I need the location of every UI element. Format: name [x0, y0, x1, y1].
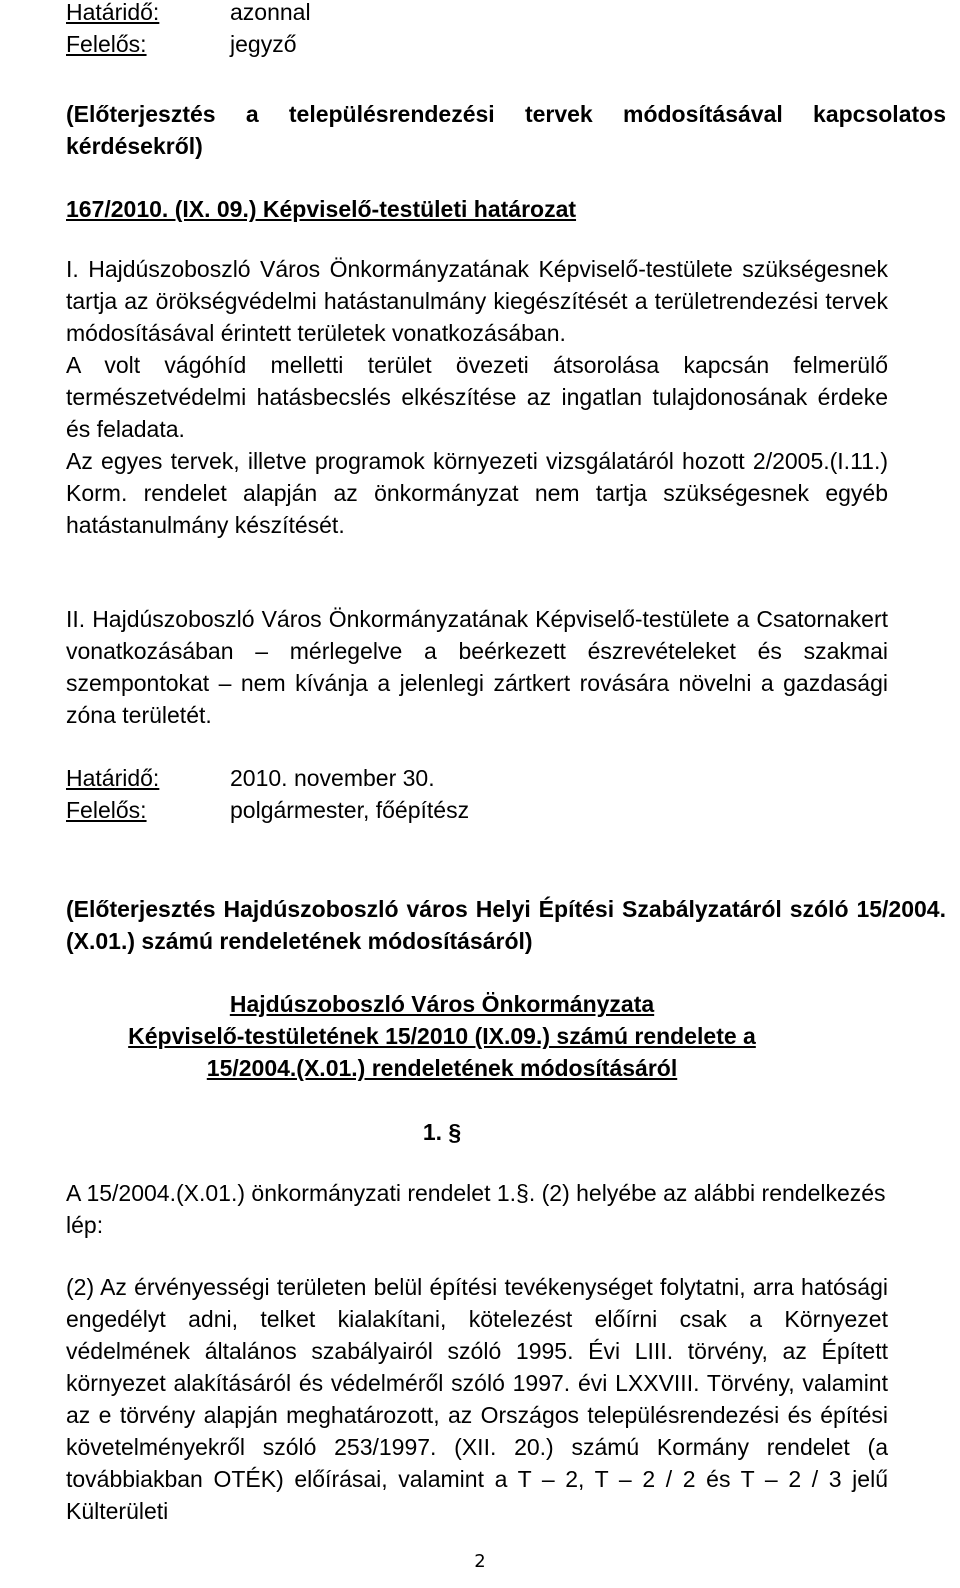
resolution-para-2: A volt vágóhíd melletti terület övezeti átsorolása kapcsán felmerülő természetvédelmi hatásbecslés elkészítése az ingatlan tulajdonosának érdeke és feladata.: [66, 352, 888, 442]
deadline-label: Határidő:: [66, 0, 160, 25]
item1-responsible-label: Felelős:: [66, 797, 147, 823]
section-intro: A 15/2004.(X.01.) önkormányzati rendelet 1.§. (2) helyébe az alábbi rendelkezés lép:: [66, 1180, 886, 1238]
page-number: 2: [474, 1551, 486, 1572]
item2-heading: (Előterjesztés Hajdúszoboszló város Helyi Építési Szabályzatáról szóló 15/2004.(X.01.) számú rendeletének módosításáról): [66, 896, 946, 954]
ordinance-title-line-2: Képviselő-testületének 15/2010 (IX.09.) számú rendelete a: [128, 1023, 756, 1049]
resolution-title: 167/2010. (IX. 09.) Képviselő-testületi határozat: [66, 196, 577, 222]
resolution-para-4: II. Hajdúszoboszló Város Önkormányzatának Képviselő-testülete a Csatornakert vonatkozásában – mérlegelve a beérkezett észrevételeket és szakmai szempontokat – nem kívánja a jelenlegi zártkert rovására növelni a gazdasági zóna területét.: [66, 606, 888, 728]
top-meta-block: [66, 0, 311, 60]
item1-deadline-value: 2010. november 30.: [230, 765, 435, 791]
resolution-para-3: Az egyes tervek, illetve programok környezeti vizsgálatáról hozott 2/2005.(I.11.) Korm. rendelet alapján az önkormányzat nem tartja szükségesnek egyéb hatástanulmány készítését.: [66, 448, 888, 538]
section-number: 1. §: [422, 1119, 462, 1145]
section-para: (2) Az érvényességi területen belül építési tevékenységet folytatni, arra hatósági engedélyt adni, telket kialakítani, kötelezést előírni csak a Környezet védelmének általános szabályairól szóló 1995. Évi LIII. törvény, az Épített környezet alakításáról és védelméről szóló 1997. évi LXXVIII. Törvény, valamint az e törvény alapján meghatározott, az Országos településrendezési és építési követelményekről szóló 253/1997. (XII. 20.) számú Kormány rendelet (a továbbiakban OTÉK) előírásai, valamint a T – 2, T – 2 / 2 és T – 2 / 3 jelű Külterületi: [66, 1274, 888, 1524]
item1-deadline-label: Határidő:: [66, 765, 160, 791]
resolution-para-1: I. Hajdúszoboszló Város Önkormányzatának Képviselő-testülete szükségesnek tartja az örökségvédelmi hatástanulmány kiegészítését a területrendezési tervek módosításával érintett területek vonatkozásában.: [66, 256, 888, 346]
item1-heading: (Előterjesztés a településrendezési tervek módosításával kapcsolatos kérdésekről): [66, 101, 946, 159]
deadline-value: azonnal: [230, 0, 311, 25]
ordinance-title-line-1: Hajdúszoboszló Város Önkormányzata: [229, 991, 655, 1017]
resolution-body: [66, 253, 888, 541]
ordinance-title: [66, 988, 818, 1084]
item1-meta-block: [66, 762, 469, 826]
ordinance-title-line-3: 15/2004.(X.01.) rendeletének módosításáról: [206, 1055, 678, 1081]
responsible-label: Felelős:: [66, 31, 147, 57]
responsible-value: jegyző: [230, 31, 297, 57]
item1-responsible-value: polgármester, főépítész: [230, 797, 470, 823]
